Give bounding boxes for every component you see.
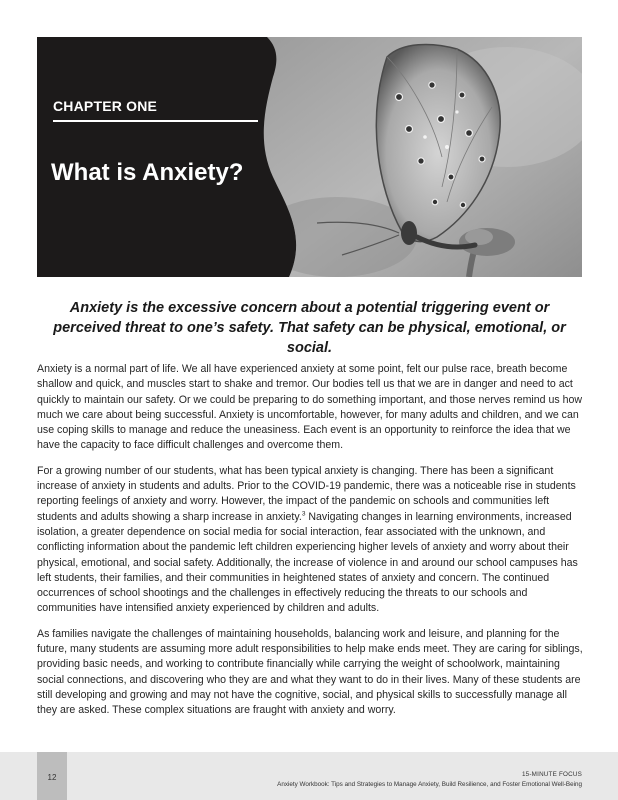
chapter-rule — [53, 120, 258, 122]
paragraph-2 — [37, 464, 583, 617]
chapter-hero — [37, 37, 582, 277]
paragraph-2-text: For a growing number of our students, what has been typical anxiety is changing. There has been a significant increase of anxiety in students and adults. Prior to the COVID-19 pandemic, there was a noticeable rise in students reporting feelings of anxiety and worry. However, the impact of the pandemic on schools and communities left students and adults showing a sharp increase in anxiety. — [37, 464, 576, 523]
page-number: 12 — [47, 773, 57, 782]
page-number-box — [37, 752, 67, 800]
chapter-title: What is Anxiety? — [51, 159, 244, 186]
body-text — [37, 362, 583, 729]
paragraph-3: As families navigate the challenges of maintaining households, balancing work and leisure, and planning for the future, many students are assuming more adult responsibilities to help make ends meet. They are caring for siblings, providing basic needs, and working to contribute financially while carrying the weight of schoolwork, maintaining social connections, and discovering who they are and what they want to do in their lives. Many of these students are still developing and growing and may not have the cognitive, social, and physical skills to successfully manage all they are asked. These complex situations are fraught with anxiety and worry. — [37, 627, 583, 717]
paragraph-2-continued: Navigating changes in learning environments, increased isolation, a greater dependence on social media for social interaction, fear associated with the unknown, and conflicting information about the pandemic left children experiencing higher levels of anxiety and worry about their physical, emotional, and social safety. Additionally, the increase of violence in and around our school campuses has left students, their families, and their communities in heightened states of anxiety and concern. The continued occurrences of school shootings and the challenges in effectively reducing the threats to our schools and communities have intensified anxiety experienced by children and adults. — [37, 510, 578, 615]
butterfly-photo — [37, 37, 582, 277]
footer-series: 15-MINUTE FOCUS — [521, 771, 582, 778]
chapter-label: CHAPTER ONE — [53, 98, 158, 114]
footer-book-title: Anxiety Workbook: Tips and Strategies to Manage Anxiety, Build Resilience, and Foster Emotional Well-Being — [277, 781, 582, 788]
lead-definition: Anxiety is the excessive concern about a potential triggering event or perceived threat to one’s safety. That safety can be physical, emotional, or social. — [53, 300, 566, 356]
paragraph-1: Anxiety is a normal part of life. We all have experienced anxiety at some point, felt our pulse race, breath become shallow and quick, and muscles start to shake and tremor. Our bodies tell us that we are in danger and need to act quickly to maintain our safety. Or we could be preparing to do something important, and those nerves remind us how much we care about being successful. Anxiety is uncomfortable, however, for many adults and children, and we can use coping skills to manage and reduce the uneasiness. Each event is an opportunity to reinforce the idea that we have the capacity to face difficult challenges and overcome them. — [37, 363, 583, 452]
footnote-reference[interactable]: 3 — [301, 510, 306, 518]
